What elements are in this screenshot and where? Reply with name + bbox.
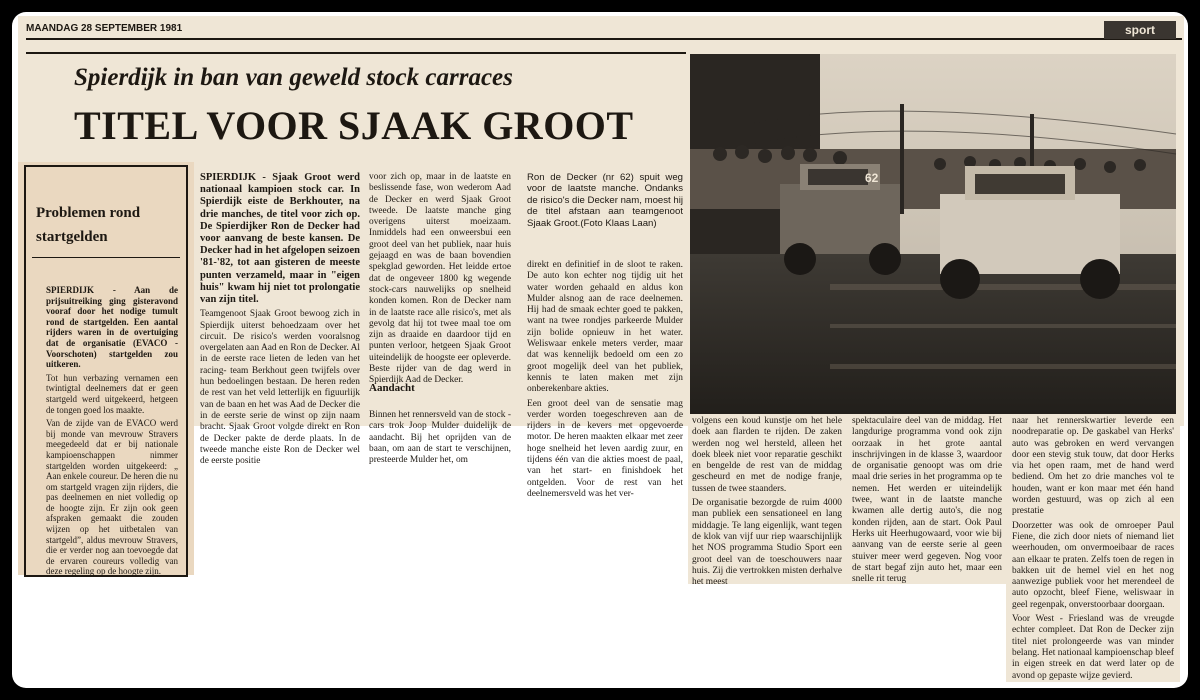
article-subhead: Aandacht	[369, 382, 415, 394]
race-photo-image	[690, 54, 1176, 414]
sidebar-box	[24, 165, 188, 577]
article-paragraph: Teamgenoot Sjaak Groot bewoog zich in Spierdijk uiterst behoedzaam over het circuit. De risico's werden vooralsnog overgelaten aan Aad en Ron de Decker. Al in de eerste race lieten de leden van het racing- team Berkhout geen twijfels over hun bedoelingen bestaan. De heren reden de rest van het veld letterlijk en figuurlijk van de baan en het was Aad de Decker die in de eerste serie de winst op zijn naam bracht. Sjaak Groot volgde direkt en Ron de Decker pakte de derde plaats. In de tweede manche eiste Ron de Decker wel de eerste positie	[200, 309, 360, 467]
sidebar-title-rule	[32, 257, 180, 258]
sidebar-body	[46, 285, 178, 575]
article-paragraph: Binnen het rennersveld van de stock - cars trok Joop Mulder duidelijk de aandacht. Bij het oprijden van de baan, om aan de start te verschijnen, presteerde Mulder het, om	[369, 410, 511, 466]
article-column-1	[200, 172, 360, 512]
edition-date: MAANDAG 28 SEPTEMBER 1981	[26, 23, 183, 34]
article-paragraph: naar het rennerskwartier leverde een noodreparatie op. De gaskabel van Herks' auto was gebroken en werd vervangen door een stevig stuk touw, dat door Herks via het open raam, met de hand werd bediend. Om het zo drie manches vol te houden, want er kon maar met één hand worden gestuurd, was op zich al een prestatie	[1012, 416, 1174, 517]
sidebar-paragraph-3: Van de zijde van de EVACO werd bij monde van mevrouw Stravers meegedeeld dat er bij nationale kampioenschappen nimmer startgelden worden uitgekeerd: „ Aan enkele coureur. De heren die nu om startgeld vragen zijn rijders, die pas deelnemen en niet volledig op de hoogte zijn. Er zijn ook geen afspraken gemaakt die zouden wijzen op het uitbetalen van startgeld”, aldus mevrouw Stravers, die er verder nog aan toevoegde dat de ervaren coureurs volledig van deze regeling op de hoogte zijn.	[46, 418, 178, 577]
sidebar-paragraph-2: Tot hun verbazing vernamen een twintigtal deelnemers dat er geen startgeld werd uitgekeerd, hetgeen de tongen goed los maakte.	[46, 372, 178, 415]
article-column-2	[369, 172, 511, 394]
header-rule	[26, 38, 1182, 40]
article-paragraph: voor zich op, maar in de laatste en beslissende fase, won wederom Aad de Decker en werd Sjaak Groot tweede. De laatste manche ging overigens uiterst moeizaam. Inmiddels had een onweersbui een groot deel van het publiek, naar huis gejaagd en was de baan bovendien spekglad geworden. Het leidde ertoe dat de ongeveer 1800 kg wegende stock-cars nauwelijks op snelheid konden komen. Ron de Decker nam in de laatste race alle risico's, met als gevolg dat hij tot twee maal toe om zijn as draaide en daardoor tijd en punten verloor, hetgeen Sjaak Groot uiteindelijk de hoogste eer opleverde. Beste rijder van de dag werd in Spierdijk Aad de Decker.	[369, 172, 511, 386]
headline-title: TITEL VOOR SJAAK GROOT	[74, 103, 634, 148]
car-number: 62	[865, 171, 879, 185]
article-column-5	[852, 416, 1002, 585]
article-paragraph: volgens een koud kunstje om het hele doek aan flarden te rijden. De zaken werden nog wel hersteld, alleen het doek bleek niet voor reparatie geschikt en bengelde de rest van de middag gescheurd en met de nodige franje, tussen de twee staanders.	[692, 416, 842, 494]
article-column-4	[692, 416, 842, 588]
article-paragraph: Voor West - Friesland was de vreugde echter compleet. Dat Ron de Decker zijn titel niet prolongeerde was van minder belang. Het nationaal kampioenschap bleef in eigen streek en dat werd later op de avond op gepaste wijze gevierd.	[1012, 614, 1174, 681]
sidebar-title: Problemen rond startgelden	[36, 205, 141, 245]
photo-caption-text: Ron de Decker (nr 62) spuit weg voor de laatste manche. Ondanks de risico's die Decker nam, moest hij de titel afstaan aan teamgenoot Sjaak Groot.(Foto Klaas Laan)	[527, 172, 683, 229]
photo-caption	[527, 172, 683, 252]
article-paragraph: Een groot deel van de sensatie mag verder worden toegeschreven aan de rijders in de kevers met opgevoerde motor. De heren maakten elkaar met zeer hoge snelheid het leven aardig zuur, en tijdens één van die akties moest de paal, van het start- en finishdoek het ontgelden. Voor de rest van het deelnemersveld was het ver-	[527, 398, 683, 499]
article-paragraph: spektaculaire deel van de middag. Het langdurige programma vond ook zijn oorzaak in het grote aantal inschrijvingen in de klasse 3, waardoor de organisatie genoopt was om drie maal drie series in het programma op te nemen. Het werden er uiteindelijk twee, want in de laatste manche kwamen alle dertig auto's, die nog konden rijden, aan de start. Ook Paul Herks uit Heerhugowaard, voor wie bij aanvang van de eerste serie al geen stuiver meer werd gegeven. Nog voor de start begaf zijn auto het, maar een snelle rit terug	[852, 416, 1002, 585]
sidebar-paragraph-1: SPIERDIJK - Aan de prijsuitreiking ging gisteravond vooraf door het nodige tumult rond de startgelden. Een aantal rijders waren in de overtuiging dat de organisatie (EVACO - Voorschoten) startgelden zou uitkeren.	[46, 285, 178, 370]
article-paragraph: direkt en definitief in de sloot te raken. De auto kon echter nog tijdig uit het water worden gehaald en aldus kon Mulder alsnog aan de race deelnemen. Hij had de smaak echter goed te pakken, want na twee rondjes parkeerde Mulder zijn bolide opnieuw in het water. Weliswaar enkele meters verder, maar dat was kennelijk bedoeld om een zo groot mogelijk deel van het publiek, kennis te laten maken met zijn onberekenbare akties.	[527, 260, 683, 395]
section-tab	[1104, 21, 1176, 39]
article-column-3	[527, 260, 683, 499]
article-paragraph: De organisatie bezorgde de ruim 4000 man publiek een sensationeel en lang middagje. Te lang eigenlijk, want tegen de klok van vijf uur riep waarschijnlijk het NOS programma Studio Sport een groot deel van de toeschouwers naar huis. Zij die vertrokken misten derhalve het meest	[692, 498, 842, 588]
clipping-frame	[12, 12, 1188, 688]
section-label: sport	[1125, 23, 1155, 37]
article-column-2b	[369, 410, 511, 490]
article-lead: SPIERDIJK - Sjaak Groot werd nationaal kampioen stock car. In Spierdijk eiste de Berkhouter, na drie manches, de titel voor zich op. De Spierdijker Ron de Decker had voor aanvang de beste kansen. De Decker had in het afgelopen seizoen '81-'82, tot aan gisteren de meeste punten verzameld, maar in "eigen huis" kwam hij niet tot prolongatie van zijn titel.	[200, 172, 360, 306]
article-paragraph: Doorzetter was ook de omroeper Paul Fiene, die zich door niets of niemand liet weerhouden, om onvermoeibaar de races aan elkaar te praten. Zelfs toen de regen in bakken uit de hemel viel en het nog aanwezige publiek voor het merendeel de auto opzocht, bleef Fiene, weliswaar in geel regenpak, onverstoorbaar doorgaan.	[1012, 520, 1174, 610]
headline-top-rule	[26, 52, 686, 54]
headline-kicker: Spierdijk in ban van geweld stock carraces	[74, 64, 513, 91]
race-photo	[690, 54, 1176, 414]
article-column-6	[1012, 416, 1174, 681]
